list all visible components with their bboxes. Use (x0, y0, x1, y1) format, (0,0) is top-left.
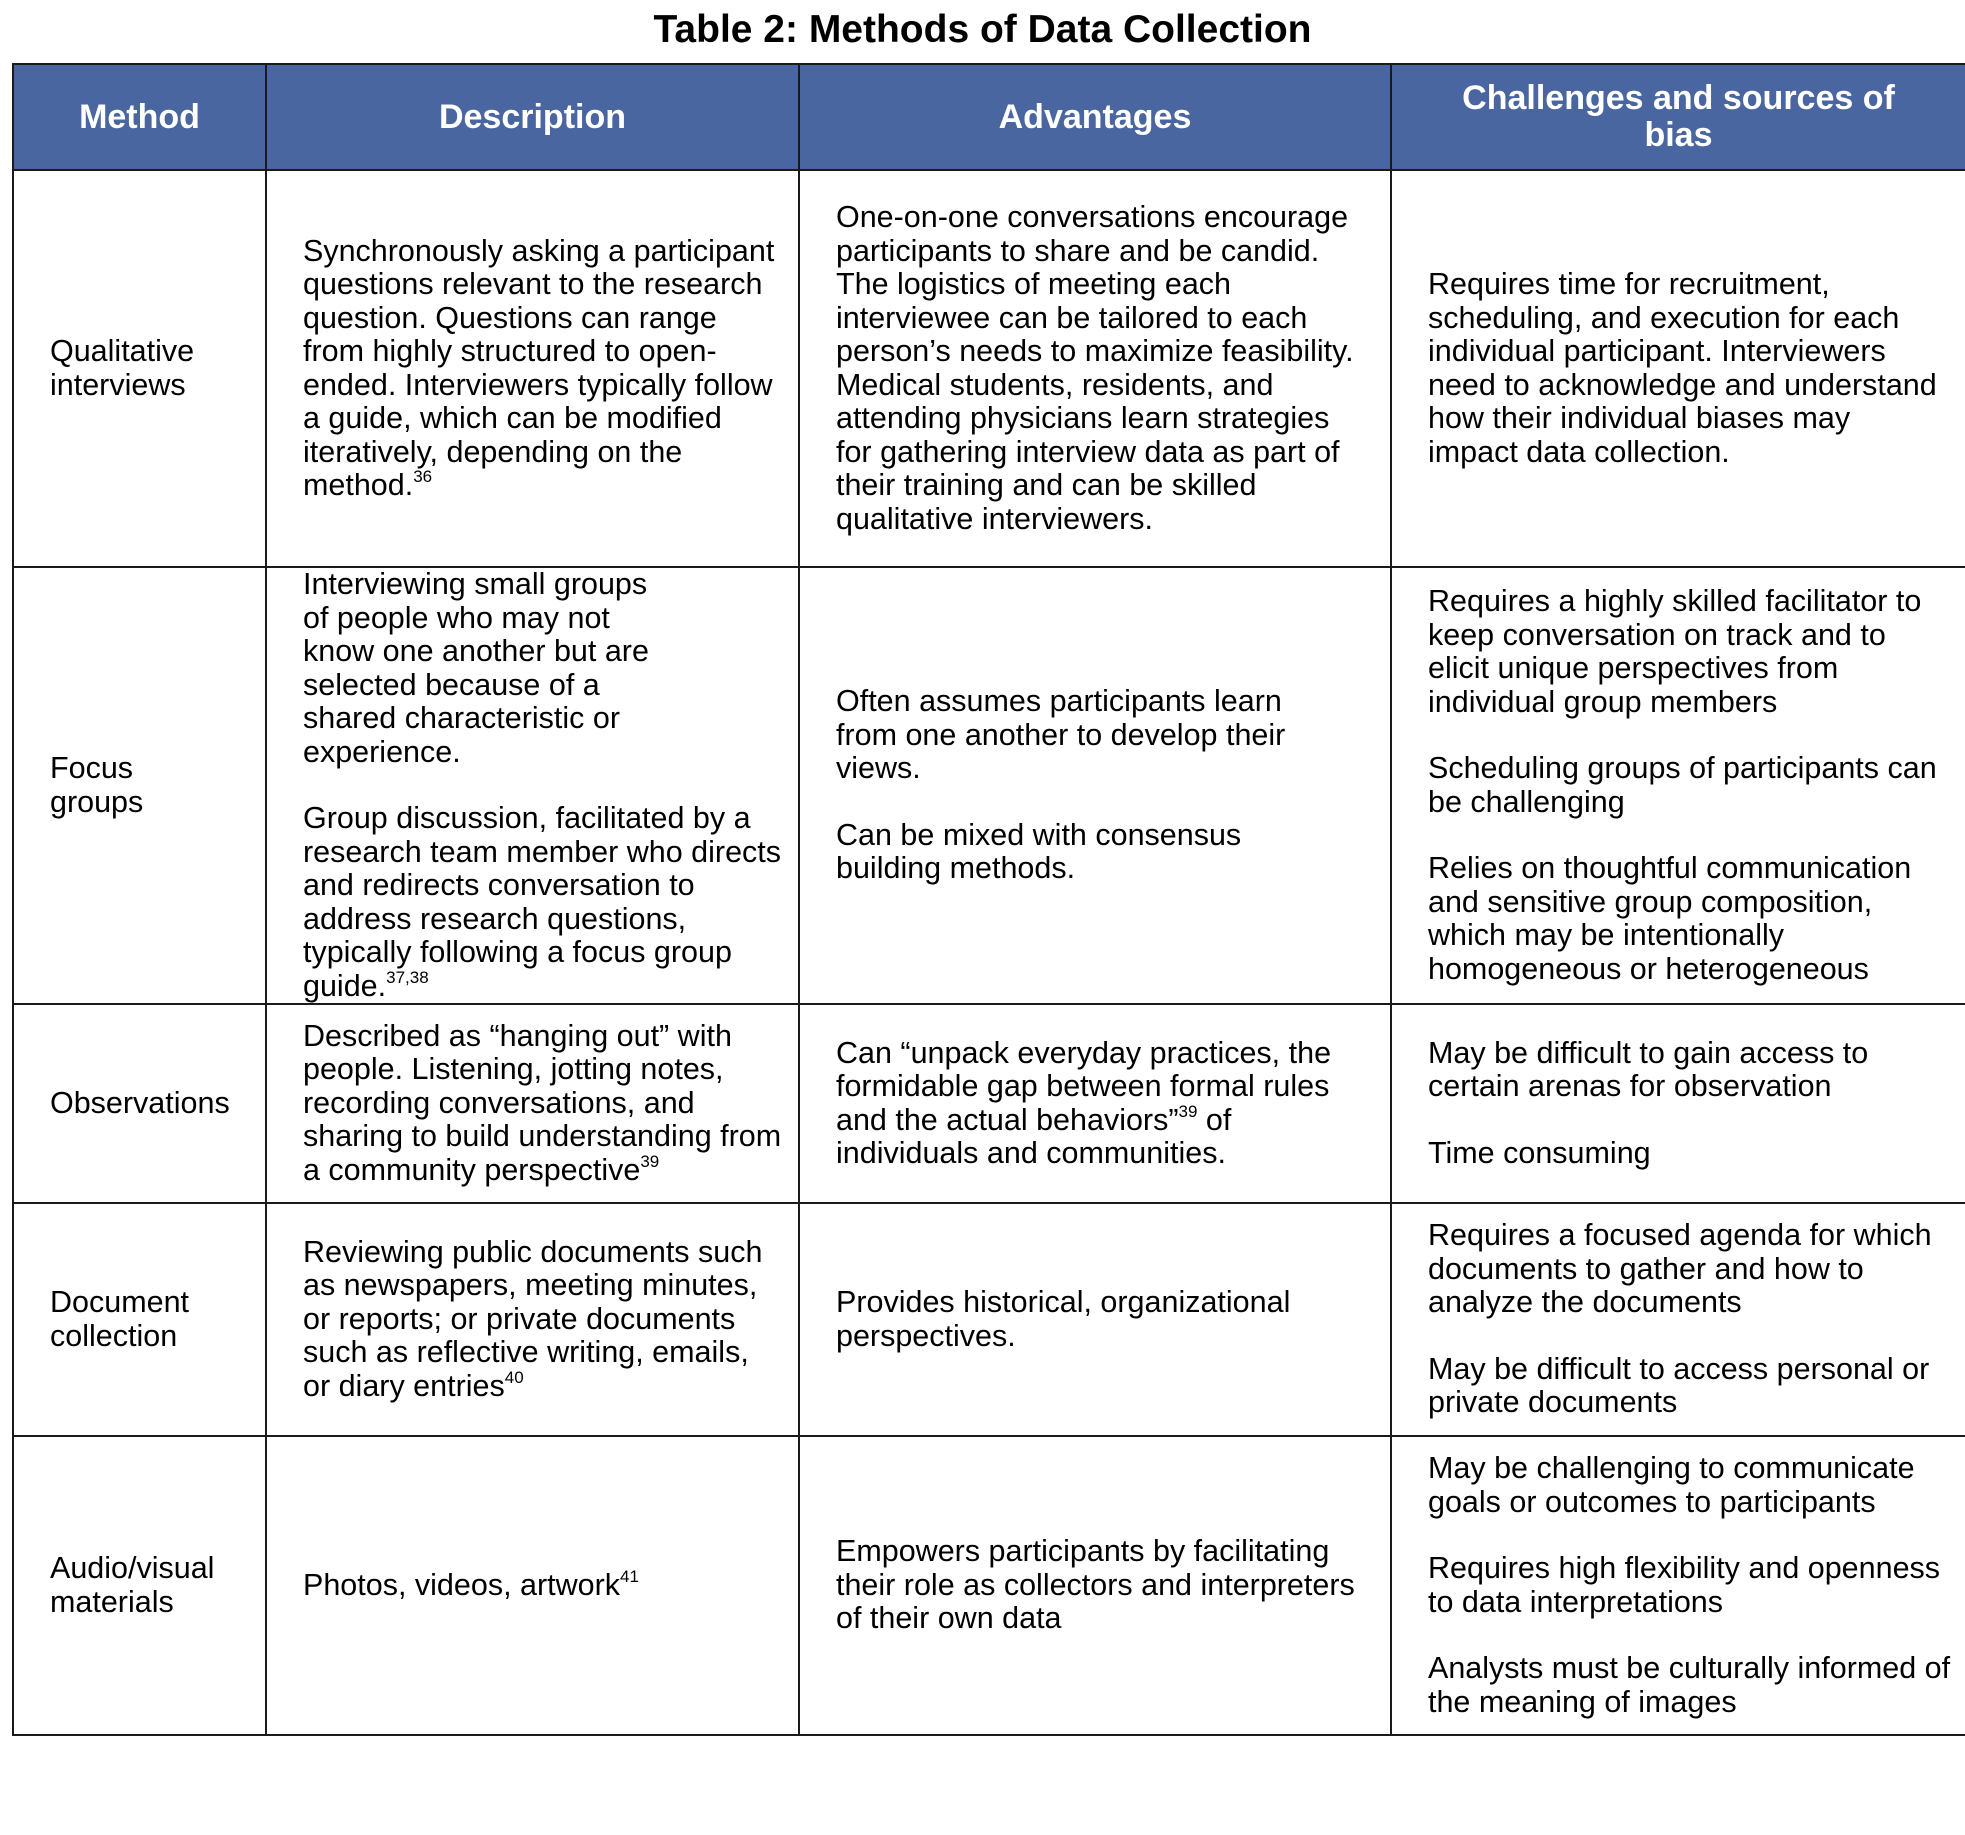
advantages-cell (799, 567, 1391, 1004)
description-cell (266, 1203, 799, 1436)
description-text: Described as “hanging out” with people. Listening, jotting notes, recording conversations, and sharing to build understanding from a community perspective (303, 1018, 782, 1187)
description-text: Synchronously asking a participant questions relevant to the research question. Questions can range from highly structured to open-ended. Interviewers typically follow a guide, which can be modified iteratively, depending on the method. (303, 233, 775, 502)
table-row (13, 170, 1965, 567)
citation-ref: 37,38 (386, 967, 429, 987)
challenge-item: Requires a focused agenda for which documents to gather and how to analyze the documents (1428, 1218, 1932, 1320)
method-cell: Focus groups (13, 567, 266, 1004)
challenge-item: Requires high flexibility and openness to data interpretations (1428, 1551, 1941, 1619)
description-text (303, 802, 788, 1003)
advantage-item: Often assumes participants learn from one another to develop their views. (836, 684, 1286, 786)
method-cell: Audio/visual materials (13, 1436, 266, 1735)
description-cell (266, 567, 799, 1004)
citation-ref: 39 (640, 1151, 660, 1171)
advantages-text: Can “unpack everyday practices, the formidable gap between formal rules and the actual behaviors” (836, 1035, 1332, 1137)
challenges-cell (1391, 170, 1965, 567)
table-row (13, 1004, 1965, 1203)
description-cell (266, 170, 799, 567)
description-cell (266, 1004, 799, 1203)
table-title: Table 2: Methods of Data Collection (653, 8, 1312, 51)
table-row (13, 1436, 1965, 1735)
method-cell: Qualitative interviews (13, 170, 266, 567)
advantages-cell (799, 1004, 1391, 1203)
description-text-part: Group discussion, facilitated by a research team member who directs and redirects conversation to address research questions, typically following a focus group guide. (303, 801, 782, 1003)
table-row (13, 567, 1965, 1004)
challenges-cell (1391, 567, 1965, 1004)
challenges-cell (1391, 1004, 1965, 1203)
citation-ref: 40 (504, 1367, 524, 1387)
challenge-item: Relies on thoughtful communication and sensitive group composition, which may be intentionally homogeneous or heterogeneous (1428, 851, 1912, 986)
challenge-item: Requires a highly skilled facilitator to keep conversation on track and to elicit unique perspectives from individual group members (1428, 584, 1922, 719)
advantages-text: Provides historical, organizational perspectives. (836, 1285, 1291, 1353)
advantages-text: Empowers participants by facilitating their role as collectors and interpreters of their own data (836, 1534, 1355, 1636)
advantage-item: Can be mixed with consensus building methods. (836, 817, 1242, 886)
advantages-text: One-on-one conversations encourage participants to share and be candid. The logistics of meeting each interviewee can be tailored to each person’s needs to maximize feasibility. Medical students, residents, and attending physicians learn strategies for gathering interview data as part of their training and can be skilled qualitative interviewers. (836, 200, 1354, 536)
method-cell: Observations (13, 1004, 266, 1203)
challenge-item: Requires time for recruitment, scheduling, and execution for each individual participant. Interviewers need to acknowledge and understand how their individual biases may impact data collection. (1428, 267, 1937, 469)
header-advantages: Advantages (799, 64, 1391, 170)
citation-ref: 36 (413, 467, 433, 486)
challenge-item: Analysts must be culturally informed of the meaning of images (1428, 1651, 1951, 1719)
table-row (13, 1203, 1965, 1436)
header-row (13, 64, 1965, 170)
header-method: Method (13, 64, 266, 170)
citation-ref: 41 (620, 1566, 639, 1586)
advantages-text: of individuals and communities. (836, 1102, 1232, 1170)
challenges-cell (1391, 1203, 1965, 1436)
citation-ref: 39 (1178, 1101, 1198, 1121)
data-collection-methods-table (12, 63, 1965, 1736)
description-text: Interviewing small groups of people who may not know one another but are selected because of a shared characteristic or experience. (303, 567, 649, 769)
advantages-cell (799, 170, 1391, 567)
advantages-cell (799, 1436, 1391, 1735)
description-text: Reviewing public documents such as newspapers, meeting minutes, or reports; or private documents such as reflective writing, emails, or diary entries (303, 1234, 763, 1403)
header-challenges: Challenges and sources of bias (1391, 64, 1965, 170)
challenge-item: May be difficult to access personal or private documents (1428, 1351, 1930, 1420)
description-cell (266, 1436, 799, 1735)
header-description: Description (266, 64, 799, 170)
challenge-item: Scheduling groups of participants can be challenging (1428, 751, 1937, 819)
description-text: Photos, videos, artwork (303, 1567, 621, 1602)
challenge-item: May be difficult to gain access to certain arenas for observation (1428, 1035, 1869, 1104)
method-cell: Document collection (13, 1203, 266, 1436)
advantages-cell (799, 1203, 1391, 1436)
challenges-cell (1391, 1436, 1965, 1735)
challenge-item: Time consuming (1428, 1135, 1651, 1170)
challenge-item: May be challenging to communicate goals or outcomes to participants (1428, 1451, 1915, 1519)
